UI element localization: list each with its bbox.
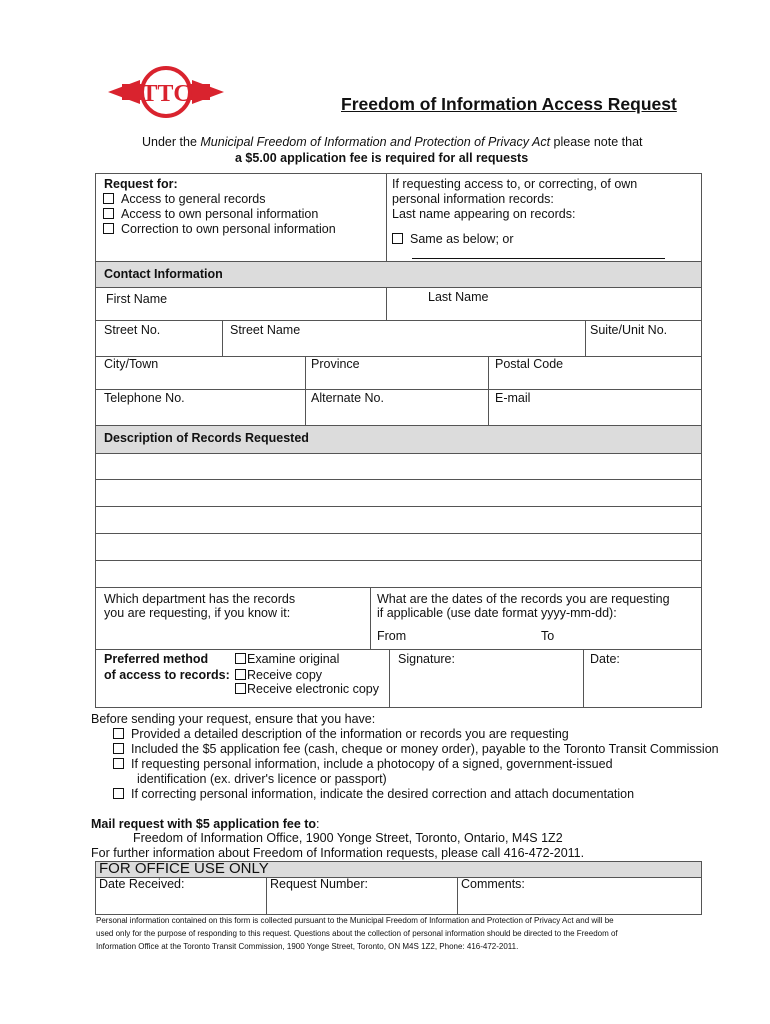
option-own-personal-info[interactable]: Access to own personal information xyxy=(103,207,318,221)
privacy-notice-1: Personal information contained on this form is collected pursuant to the Municipal Freedom of Information and Protection of Privacy Act and will be xyxy=(96,916,614,925)
mail-heading: Mail request with $5 application fee to: xyxy=(91,817,320,831)
office-use-heading: FOR OFFICE USE ONLY xyxy=(99,860,269,877)
act-name: Municipal Freedom of Information and Protection of Privacy Act xyxy=(200,135,551,149)
checkbox[interactable] xyxy=(235,669,246,680)
option-general-records[interactable]: Access to general records xyxy=(103,192,266,206)
checklist-item[interactable]: If correcting personal information, indicate the desired correction and attach documentation xyxy=(113,787,634,801)
to-date-field[interactable]: To xyxy=(541,629,555,643)
privacy-notice-3: Information Office at the Toronto Transit Commission, 1900 Yonge Street, Toronto, ON M4S 1Z2, Phone: 416-472-2011. xyxy=(96,942,519,951)
intro-suffix: please note that xyxy=(550,135,643,149)
ttc-logo xyxy=(104,66,228,122)
further-info: For further information about Freedom of Information requests, please call 416-472-2011. xyxy=(91,846,585,860)
postal-code-field[interactable]: Postal Code xyxy=(495,357,564,371)
checkbox[interactable] xyxy=(235,653,246,664)
department-label-2: you are requesting, if you know it: xyxy=(104,606,291,620)
checkbox[interactable] xyxy=(103,223,114,234)
comments-field: Comments: xyxy=(461,877,525,891)
date-field[interactable]: Date: xyxy=(590,652,620,666)
city-field[interactable]: City/Town xyxy=(104,357,159,371)
description-line[interactable] xyxy=(95,561,702,588)
checkbox[interactable] xyxy=(113,728,124,739)
checkbox[interactable] xyxy=(113,758,124,769)
suite-field[interactable]: Suite/Unit No. xyxy=(590,323,668,337)
checkbox[interactable] xyxy=(113,788,124,799)
own-records-text-1: If requesting access to, or correcting, of own xyxy=(392,177,638,191)
alternate-field[interactable]: Alternate No. xyxy=(311,391,384,405)
privacy-notice-2: used only for the purpose of responding to this request. Questions about the collection of personal information should be directed to the Freedom of xyxy=(96,929,618,938)
access-label-2: of access to records: xyxy=(104,668,230,682)
fee-notice: a $5.00 application fee is required for all requests xyxy=(235,151,529,165)
description-line[interactable] xyxy=(95,480,702,507)
last-name-field[interactable]: Last Name xyxy=(428,290,489,304)
checklist-item[interactable]: If requesting personal information, include a photocopy of a signed, government-issued xyxy=(113,757,613,771)
checkbox[interactable] xyxy=(392,233,403,244)
mail-address: Freedom of Information Office, 1900 Yonge Street, Toronto, Ontario, M4S 1Z2 xyxy=(133,831,563,845)
street-no-field[interactable]: Street No. xyxy=(104,323,161,337)
request-number-field: Request Number: xyxy=(270,877,368,891)
checklist-item[interactable]: Included the $5 application fee (cash, cheque or money order), payable to the Toronto Transit Commission xyxy=(113,742,719,756)
telephone-field[interactable]: Telephone No. xyxy=(104,391,185,405)
checkbox[interactable] xyxy=(113,743,124,754)
checkbox[interactable] xyxy=(103,208,114,219)
option-examine-original[interactable]: Examine original xyxy=(235,652,339,666)
option-correction[interactable]: Correction to own personal information xyxy=(103,222,336,236)
dates-label-1: What are the dates of the records you are requesting xyxy=(377,592,670,606)
request-for-heading: Request for: xyxy=(104,177,178,191)
records-heading: Description of Records Requested xyxy=(104,431,309,445)
logo-lettering: TTC xyxy=(141,81,191,107)
contact-heading: Contact Information xyxy=(104,267,223,281)
same-as-below-option[interactable]: Same as below; or xyxy=(392,232,514,246)
option-receive-copy[interactable]: Receive copy xyxy=(235,668,322,682)
option-receive-electronic-copy[interactable]: Receive electronic copy xyxy=(235,682,379,696)
checklist-heading: Before sending your request, ensure that you have: xyxy=(91,712,376,726)
description-line[interactable] xyxy=(95,507,702,534)
checkbox[interactable] xyxy=(235,683,246,694)
own-records-text-2: personal information records: xyxy=(392,192,554,206)
description-line[interactable] xyxy=(95,453,702,480)
dates-label-2: if applicable (use date format yyyy-mm-dd): xyxy=(377,606,617,620)
street-name-field[interactable]: Street Name xyxy=(230,323,301,337)
first-name-field[interactable]: First Name xyxy=(106,292,168,306)
last-name-on-records-label: Last name appearing on records: xyxy=(392,207,576,221)
province-field[interactable]: Province xyxy=(311,357,360,371)
signature-field[interactable]: Signature: xyxy=(398,652,455,666)
description-line[interactable] xyxy=(95,534,702,561)
access-label-1: Preferred method xyxy=(104,652,209,666)
intro-line-1 xyxy=(142,135,643,149)
department-label-1: Which department has the records xyxy=(104,592,296,606)
checklist-item[interactable]: Provided a detailed description of the information or records you are requesting xyxy=(113,727,569,741)
intro-prefix: Under the xyxy=(142,135,201,149)
page-title: Freedom of Information Access Request xyxy=(341,94,677,114)
from-date-field[interactable]: From xyxy=(377,629,407,643)
last-name-line[interactable] xyxy=(412,258,665,259)
date-received-field: Date Received: xyxy=(99,877,185,891)
checkbox[interactable] xyxy=(103,193,114,204)
checklist-item-continued: identification (ex. driver's licence or passport) xyxy=(137,772,387,786)
email-field[interactable]: E-mail xyxy=(495,391,531,405)
